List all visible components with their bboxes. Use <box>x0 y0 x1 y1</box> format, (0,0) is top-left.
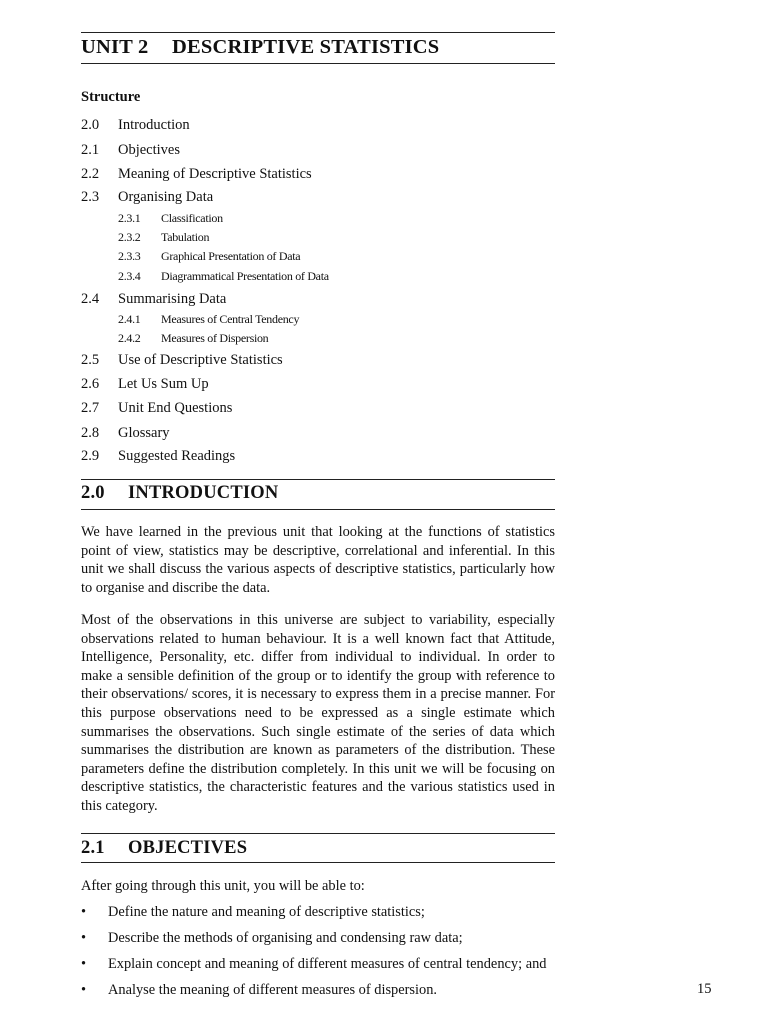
toc-label: Objectives <box>118 142 181 158</box>
toc-label: Graphical Presentation of Data <box>161 249 301 263</box>
toc-item <box>81 290 226 308</box>
objectives-heading <box>81 838 247 859</box>
intro-bottom-rule <box>81 509 555 510</box>
bullet-icon: • <box>81 930 87 946</box>
toc-number: 2.0 <box>81 117 100 133</box>
bullet-icon: • <box>81 956 87 972</box>
intro-paragraph: Most of the observations in this universe are subject to variability, especially observations related to human behaviour. It is a well known fact that Attitude, Intelligence, Personality, etc. differ from individual to individual. In order to make a sensible definition of the group or to identify the group with reference to their observations/ scores, it is necessary to express them in a precise manner. For this purpose observations need to be expressed as a single estimate which summarises the observations. Such single estimate of the series of data which summarises the distribution are known as parameters of the distribution. These parameters define the distribution completely. In this unit we will be focusing on descriptive statistics, the characteristic features and the various statistics used in this category. <box>81 612 555 814</box>
toc-subitem <box>118 211 223 226</box>
intro-paragraph: We have learned in the previous unit that looking at the functions of statistics point of view, statistics may be descriptive, correlational and inferential. In this unit we shall discuss the various aspects of descriptive statistics, particularly how to organise and discribe the data. <box>81 524 555 596</box>
structure-heading: Structure <box>81 89 141 105</box>
toc-item <box>81 351 283 369</box>
objectives-top-rule <box>81 833 555 834</box>
toc-label: Introduction <box>118 117 190 133</box>
objectives-title: OBJECTIVES <box>128 838 248 858</box>
unit-title <box>81 36 439 59</box>
toc-number: 2.3.1 <box>118 211 141 225</box>
toc-number: 2.4.2 <box>118 331 141 345</box>
toc-number: 2.1 <box>81 142 100 158</box>
objectives-bottom-rule <box>81 862 555 863</box>
toc-subitem <box>118 249 300 264</box>
objective-text: Define the nature and meaning of descriptive statistics; <box>108 904 425 920</box>
toc-item <box>81 424 170 442</box>
toc-subitem <box>118 312 299 327</box>
toc-label: Suggested Readings <box>118 448 236 464</box>
intro-number: 2.0 <box>81 483 105 503</box>
toc-number: 2.4.1 <box>118 312 141 326</box>
intro-heading <box>81 483 278 504</box>
toc-label: Classification <box>161 211 223 225</box>
top-rule <box>81 32 555 33</box>
toc-label: Measures of Central Tendency <box>161 312 300 326</box>
toc-item <box>81 116 190 134</box>
toc-subitem <box>118 269 329 284</box>
toc-label: Measures of Dispersion <box>161 331 269 345</box>
toc-number: 2.3.2 <box>118 230 141 244</box>
objective-text: Explain concept and meaning of different measures of central tendency; and <box>108 956 547 972</box>
toc-label: Unit End Questions <box>118 400 233 416</box>
objective-text: Describe the methods of organising and condensing raw data; <box>108 930 463 946</box>
toc-number: 2.3.4 <box>118 269 141 283</box>
toc-number: 2.8 <box>81 425 100 441</box>
toc-label: Diagrammatical Presentation of Data <box>161 269 329 283</box>
toc-number: 2.4 <box>81 291 100 307</box>
toc-label: Let Us Sum Up <box>118 376 209 392</box>
intro-top-rule <box>81 479 555 480</box>
toc-number: 2.7 <box>81 400 100 416</box>
toc-number: 2.9 <box>81 448 100 464</box>
page-number: 15 <box>697 981 712 997</box>
toc-subitem <box>118 331 268 346</box>
toc-number: 2.5 <box>81 352 100 368</box>
toc-number: 2.3.3 <box>118 249 141 263</box>
unit-number: UNIT 2 <box>81 36 149 58</box>
objectives-number: 2.1 <box>81 838 105 858</box>
toc-label: Use of Descriptive Statistics <box>118 352 283 368</box>
toc-number: 2.6 <box>81 376 100 392</box>
toc-item <box>81 447 235 465</box>
toc-item <box>81 141 180 159</box>
objective-item <box>81 955 546 973</box>
toc-number: 2.2 <box>81 166 100 182</box>
toc-label: Glossary <box>118 425 170 441</box>
objectives-lead: After going through this unit, you will be able to: <box>81 878 365 894</box>
toc-item <box>81 188 213 206</box>
toc-number: 2.3 <box>81 189 100 205</box>
unit-title-text: DESCRIPTIVE STATISTICS <box>172 36 440 58</box>
toc-item <box>81 375 209 393</box>
unit-title-rule <box>81 63 555 64</box>
toc-label: Summarising Data <box>118 291 227 307</box>
objective-item <box>81 929 463 947</box>
bullet-icon: • <box>81 982 87 998</box>
toc-label: Tabulation <box>161 230 210 244</box>
toc-item <box>81 165 312 183</box>
objective-item <box>81 981 437 999</box>
bullet-icon: • <box>81 904 87 920</box>
objective-text: Analyse the meaning of different measures of dispersion. <box>108 982 438 998</box>
toc-item <box>81 399 232 417</box>
intro-title: INTRODUCTION <box>128 483 279 503</box>
objective-item <box>81 903 425 921</box>
toc-subitem <box>118 230 209 245</box>
toc-label: Organising Data <box>118 189 214 205</box>
toc-label: Meaning of Descriptive Statistics <box>118 166 312 182</box>
